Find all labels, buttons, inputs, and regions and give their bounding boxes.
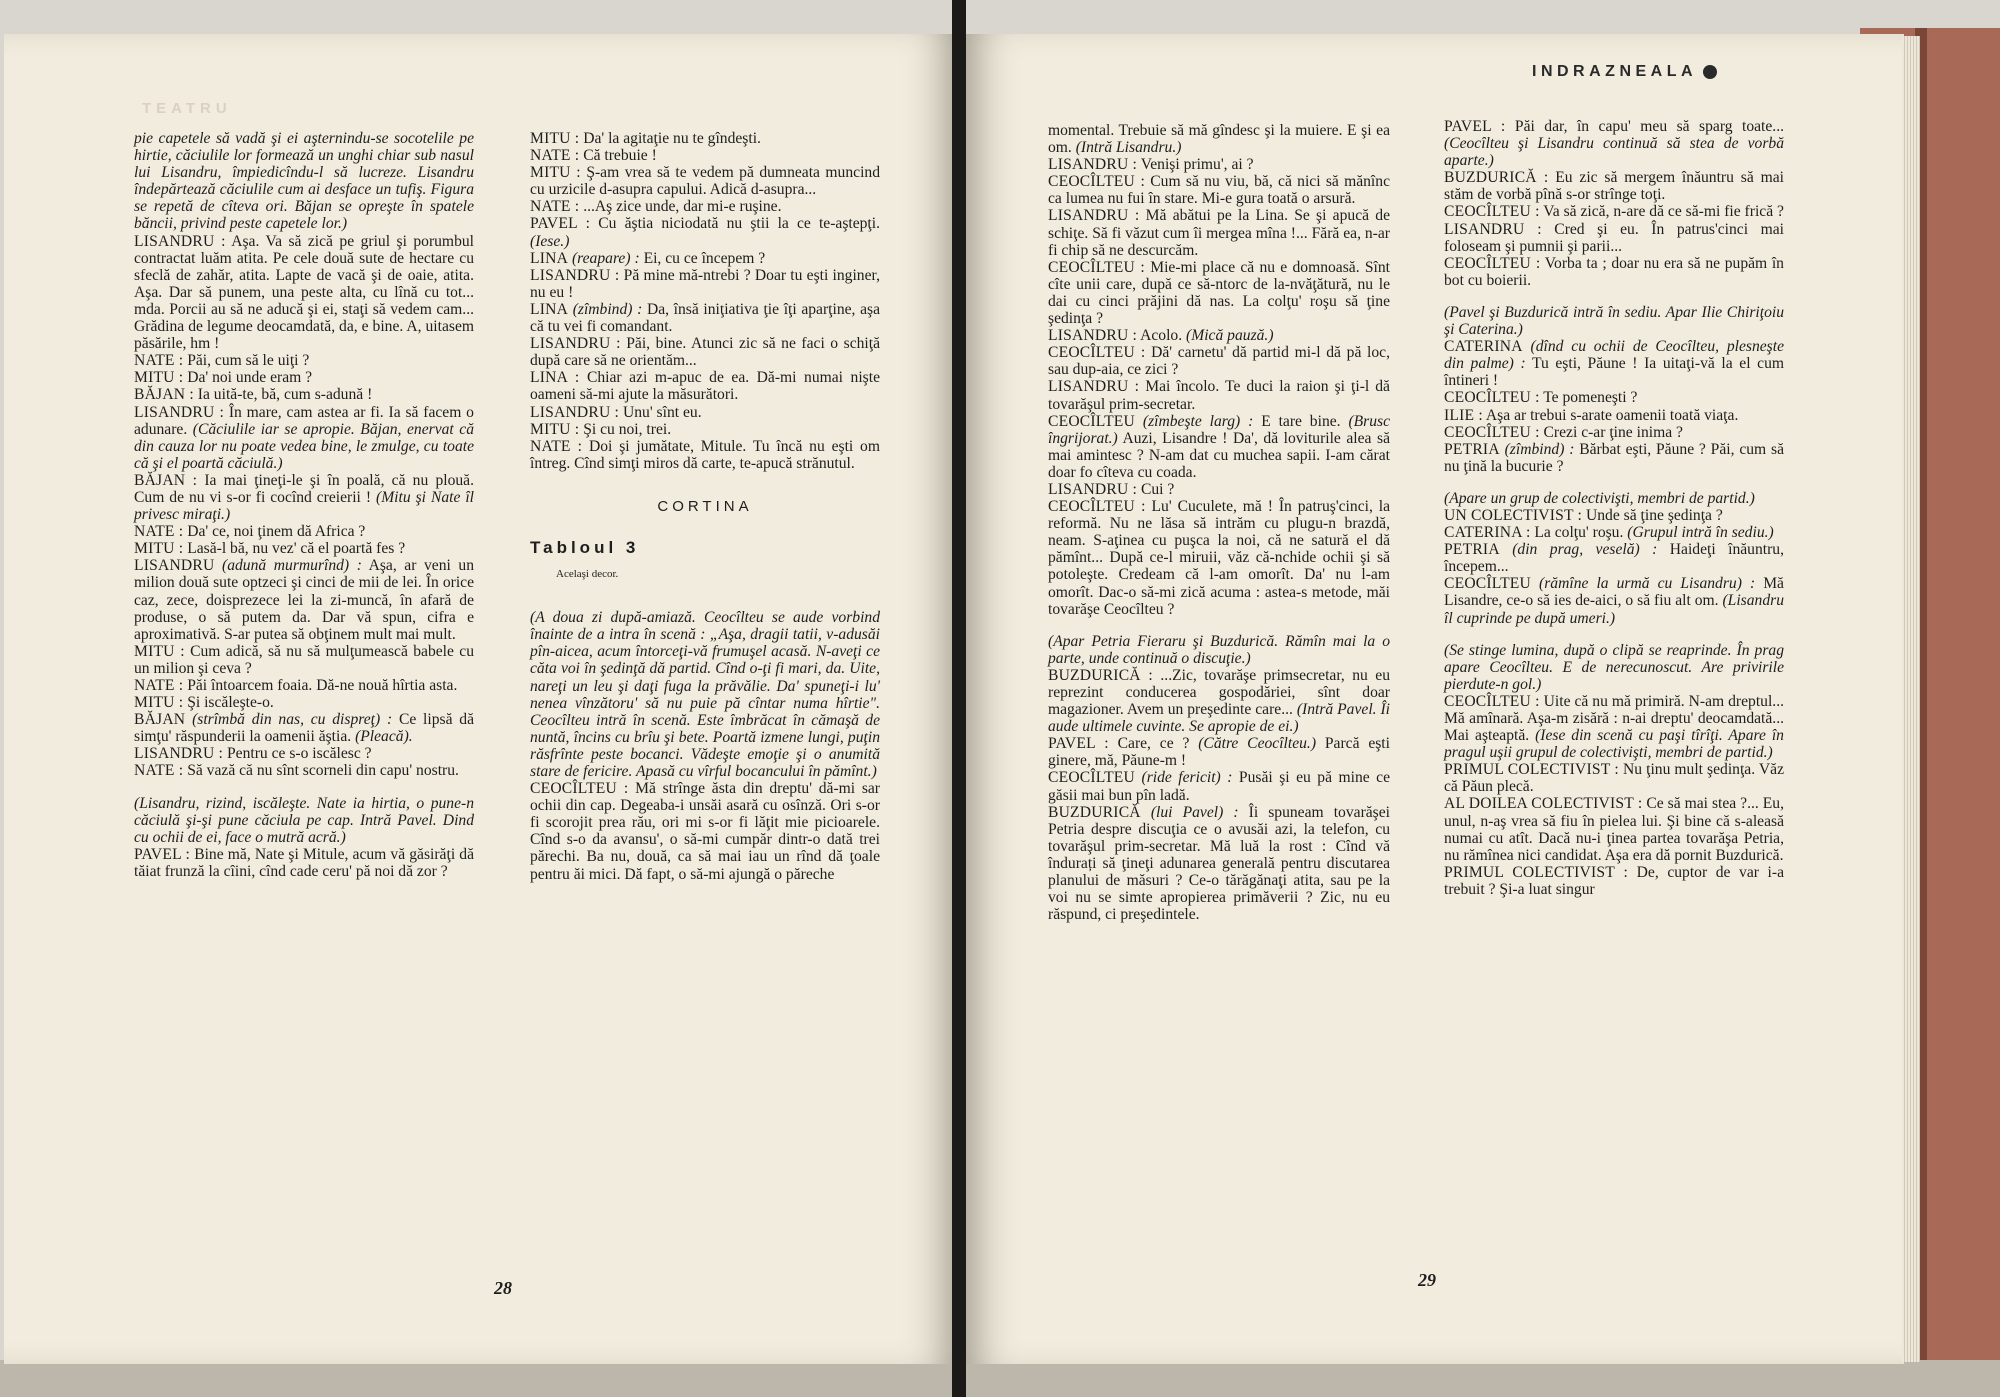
speech-line: [134, 352, 474, 369]
speech-line: [134, 711, 474, 745]
speech-line: [1444, 441, 1784, 475]
stage-direction-inline: (din prag, veselă) :: [1512, 541, 1658, 559]
speaker-name: LINA: [530, 300, 569, 318]
stage-direction-inline: (Mică pauză.): [1186, 327, 1274, 345]
dialogue-text: Vorba ta ; doar nu era să ne pupăm în bot cu boierii.: [1444, 254, 1784, 289]
stage-direction-inline: (Pleacă).: [355, 728, 413, 746]
stage-direction-inline: (Iese din scenă cu paşi tîrîţi. Apare în pragul uşii grupul de colectivişti, membri de partid.): [1444, 727, 1784, 762]
speech-line: [134, 846, 474, 880]
speech-line: [1048, 804, 1390, 924]
left-column-2-bottom: [530, 609, 880, 883]
stage-direction: [134, 795, 474, 846]
dialogue-text: Mai încolo. Te duci la raion şi ţi-l dă tovarăşul prim-secretar.: [1048, 378, 1390, 413]
speech-line: [134, 745, 474, 762]
stage-direction-inline: (Lisandru, rizind, iscăleşte. Nate ia hirtia, o pune-n căciulă şi-şi pune căciula pe cap. Intră Pavel. Dind cu ochii de ei, face o mutră acră.): [134, 794, 474, 846]
dialogue-text: Mă Lisandre, ce-o să ies de-aici, o să fiu alt om.: [1444, 575, 1784, 610]
dialogue-text: Uite că nu mă primiră. N-am dreptul... Mă amînară. Aşa-m zisără : n-ai dreptu' deocamdată... Mai aşteaptă.: [1444, 692, 1784, 745]
dialogue-text: Păi întoarcem foaia. Dă-ne nouă hîrtia asta.: [187, 677, 458, 694]
dialogue-text: Mie-mi place că nu e domnoasă. Sînt cîte unii care, după ce să-ntorc de la-nvăţătură, nu le dai cu cinci prăjini dă nas. La colţu' roşu să ţine şedinţa ?: [1048, 258, 1390, 328]
dialogue-text: Că trebuie !: [583, 147, 657, 165]
speaker-name: PAVEL :: [134, 845, 191, 863]
dialogue-text: Crezi c-ar ţine inima ?: [1543, 423, 1683, 441]
speech-line: [134, 523, 474, 540]
left-page: [4, 34, 954, 1364]
speaker-name: CATERINA :: [1444, 524, 1531, 542]
dialogue-text: Îi spuneam tovarăşei Petria despre discuţia ce o avusăi azi, la telefon, cu tovarăşul prim-secretar. Mă luă la rost : Cînd vă îndurați să ţineţi adunarea generală pentru discutarea planului de măsuri ? Ce-o tărăgănaţi atita, sau pe la voi nu se simte apropierea primăverii ? Zic, nu eu răspund, ci preşedintele.: [1048, 803, 1391, 924]
dialogue-text: Aşa, ar veni un milion două sute optzeci şi cinci de mii de lei. În orice caz, zece, doisprezece lei la zi-muncă, în afară de produse, o să putem da. Dar vă spun, cifra e aproximativă. S-ar putea să obţinem mult mai mult.: [134, 557, 474, 643]
dialogue-text: Auzi, Lisandre ! Da', dă loviturile alea să mai amintesc ? N-am dat cu muchea sapii. I-am cărat doar fo cîteva cu coada.: [1048, 429, 1391, 481]
dialogue-text: Acolo.: [1140, 327, 1183, 345]
page-number-right: 29: [1418, 1270, 1436, 1290]
speaker-name: LISANDRU :: [1048, 327, 1138, 345]
speaker-name: CEOCÎLTEU :: [1444, 692, 1540, 710]
dialogue-text: Lu' Cuculete, mă ! În patruş'cinci, la reformă. Nu ne lăsa să intrăm cu plugu-n brazdă, neam. S-aţinea cu puşca la noi, că ne satură el dă pămînt... După ce-l miruii, văz că-nchide ochii şi să potoleşte. Credeam că l-am omorît. Da' nu l-am omorît. Dac-o să-mi zică acuma : astea-s metode, măi tovarăşe Ceocîlteu ?: [1048, 498, 1390, 618]
speech-line: [1048, 259, 1390, 327]
speaker-name: LISANDRU :: [134, 232, 226, 250]
dialogue-text: Bine mă, Nate şi Mitule, acum vă găsirăţi dă tăiat frunză la cîini, cînd cade ceru' pă noi dă zor ?: [134, 845, 474, 880]
dialogue-text: Păi, cum să le uiţi ?: [187, 352, 310, 370]
speaker-name: LINA: [530, 249, 569, 267]
dialogue-text: Parcă eşti ginere, mă, Păune-m !: [1048, 735, 1390, 770]
speech-line: [1444, 424, 1784, 441]
right-page: [964, 34, 1904, 1364]
stage-direction-inline: (Intră Pavel. Îi aude ultimele cuvinte. Se apropie de ei.): [1048, 701, 1390, 736]
speaker-name: BĂJAN: [134, 711, 186, 729]
dialogue-text: Dă' carnetu' dă partid mi-l dă pă loc, sau dup-aia, ce zici ?: [1048, 344, 1390, 379]
dialogue-text: Ei, cu ce începem ?: [643, 249, 766, 267]
speech-line: [1048, 667, 1390, 735]
dialogue-text: Eu zic să mergem înăuntru să mai stăm de vorbă pînă s-or strînge toţi.: [1444, 169, 1784, 204]
dialogue-text: De, cuptor de var i-a trebuit ? Şi-a luat singur: [1444, 863, 1785, 898]
dialogue-text: Ia uită-te, bă, cum s-adună !: [197, 386, 373, 404]
speech-line: [530, 147, 880, 164]
speech-line: [1048, 207, 1390, 258]
stage-direction-inline: (A doua zi după-amiază. Ceocîlteu se aude vorbind înainte de a intra în scenă : „Aşa, dragii tatii, v-adusăi pîn-aicea, acum întorceţi-vă frumuşel acasă. N-aveţi ce căta voi în şedinţă dă partid. Cînd o-ţi fi mari, da. Uite, nareţi un leu şi daţi fuga la prăvălie. Da' spuneţi-i lu' nenea vînzătoru' să nu puie pă cîntar numa hîrtie". Ceocîlteu intră în scenă. Este îmbrăcat în cămaşă de nuntă, încins cu brîu şi bete. Poartă izmene lungi, puţin răsfrînte peste bocanci. Vădeşte emoţie şi o anumită stare de fericire. Apasă cu vîrful bocancului în pămînt.): [530, 609, 880, 780]
speaker-name: CEOCÎLTEU :: [1444, 254, 1541, 272]
dialogue-text: Haideţi înăuntru, începem...: [1444, 541, 1784, 576]
speaker-name: MITU :: [134, 369, 184, 387]
tableau-heading: Tabloul 3: [530, 537, 640, 557]
dialogue-text: Tu eşti, Păune ! Ia uitaţi-vă la el cum întineri !: [1444, 355, 1784, 390]
stage-direction-inline: (Căciulile iar se apropie. Băjan, enervat că din cauza lor nu poate vedea bine, le zmulge, cu toate că şi el poartă căciulă.): [134, 420, 475, 472]
dialogue-text: Păi dar, în capu' meu să sparg toate...: [1514, 118, 1784, 135]
speech-line: [530, 421, 880, 438]
dialogue-text: Bărbat eşti, Păune ? Păi, cum să nu ţină la bucurie ?: [1444, 440, 1784, 475]
speaker-name: PETRIA: [1444, 440, 1500, 458]
speech-line: [134, 540, 474, 557]
dialogue-text: Da, însă iniţiativa ţie îţi aparţine, aşa că tu vei fi comandant.: [530, 300, 880, 336]
book-gutter: [952, 0, 966, 1397]
speech-line: [1444, 255, 1784, 289]
speaker-name: PAVEL :: [530, 215, 591, 233]
speech-line: [134, 643, 474, 677]
stage-direction: [1444, 642, 1784, 693]
speaker-name: LISANDRU :: [530, 266, 620, 284]
speech-line: [1444, 541, 1784, 575]
speaker-name: CATERINA: [1444, 338, 1523, 356]
speech-line: [134, 557, 474, 642]
left-column-2-top: [530, 130, 880, 472]
left-column-1: [134, 130, 474, 880]
dialogue-text: Unu' sînt eu.: [622, 403, 702, 421]
stage-direction-inline: (Apare un grup de colectivişti, membri de partid.): [1444, 489, 1755, 507]
stage-direction-inline: (Iese.): [530, 232, 570, 250]
bullet-icon: [1703, 65, 1717, 79]
left-column-2: [530, 130, 880, 883]
dialogue-text: Cum să nu viu, bă, că nici să mănînc ca lumea nu fui în stare. Mi-e gura toată o arsură.: [1048, 173, 1390, 208]
dialogue-text: Pă mine mă-ntrebi ? Doar tu eşti inginer, nu eu !: [530, 266, 880, 301]
speaker-name: LISANDRU :: [1048, 480, 1138, 498]
speaker-name: LISANDRU :: [134, 403, 224, 421]
speech-line: [1444, 389, 1784, 406]
speaker-name: BUZDURICĂ :: [1444, 169, 1549, 187]
dialogue-text: Aşa. Va să zică pe griul şi porumbul contractat luăm atita. Pe cele două sute de hectare cu sfeclă de zahăr, atita. Lapte de vacă şi de oaie, atita. Aşa. Dar să punem, una peste alta, cu lînă cu tot... mda. Porcii au să ne aducă şi ei, staţi să vedem cam... Grădina de legume deocamdată, da, e bine. A, uitasem păsările, hm !: [134, 232, 474, 353]
speaker-name: CEOCÎLTEU :: [1048, 173, 1145, 191]
dialogue-text: Pentru ce s-o iscălesc ?: [226, 745, 372, 763]
page-number-left: 28: [494, 1278, 512, 1298]
speaker-name: CEOCÎLTEU :: [1048, 258, 1145, 276]
speech-line: [1444, 864, 1784, 898]
speaker-name: NATE :: [134, 677, 184, 694]
speaker-name: CEOCÎLTEU :: [1444, 389, 1540, 407]
dialogue-text: Cu ăştia niciodată nu ştii la ce te-aştepţi.: [598, 215, 880, 233]
speaker-name: MITU :: [134, 540, 184, 558]
speech-line: [530, 780, 880, 883]
speaker-name: LISANDRU :: [1048, 207, 1140, 225]
speech-line: [530, 198, 880, 215]
dialogue-text: Care, ce ?: [1117, 735, 1190, 753]
dialogue-text: Nu ţinu mult şedinţa. Văz că Păun plecă.: [1444, 761, 1784, 796]
speaker-name: LISANDRU :: [1048, 378, 1140, 396]
dialogue-text: Doi şi jumătate, Mitule. Tu încă nu eşti om întreg. Cînd simţi miros dă carte, te-apucă strănutul.: [530, 437, 880, 472]
speaker-name: ILIE :: [1444, 406, 1483, 424]
speech-line: [1048, 413, 1390, 481]
dialogue-text: Mă strînge ăsta din dreptu' dă-mi sar ochii din cap. Degeaba-i unsăi asară cu osînză. Ori s-or fi scorojit prea rău, ori mi s-or fi lăţit mie picioarele. Cînd s-o da avansu', o să-mi cumpăr dintr-o dată trei părechi. Ba nu, două, ca să mai iau un rînd dă ţoale pentru ăi mici. Dă fapt, o să-mi ajungă o păreche: [530, 780, 880, 883]
speaker-name: BUZDURICĂ: [1048, 803, 1141, 821]
speaker-name: UN COLECTIVIST :: [1444, 506, 1583, 524]
stage-direction-inline: (adună murmurînd) :: [222, 557, 362, 575]
speech-line: [1444, 693, 1784, 761]
speaker-name: MITU :: [530, 130, 580, 147]
speech-line: [1048, 327, 1390, 344]
stage-direction-inline: (Lisandru îl cuprinde pe după umeri.): [1444, 592, 1784, 627]
speaker-name: PAVEL :: [1444, 118, 1506, 135]
stage-direction-inline: (Mitu şi Nate îl privesc miraţi.): [134, 488, 475, 524]
stage-direction: [1444, 490, 1784, 507]
speech-line: [530, 438, 880, 472]
dialogue-text: Da' ce, noi ţinem dă Africa ?: [187, 523, 366, 541]
stage-direction-inline: (rămîne la urmă cu Lisandru) :: [1539, 575, 1756, 593]
dialogue-text: Aşa ar trebui s-arate oamenii toată viaţa.: [1485, 406, 1739, 424]
speaker-name: NATE :: [134, 352, 184, 370]
stage-direction-inline: pie capetele să vadă şi ei aşternindu-se socotelile pe hirtie, căciulile lor formează un unghi chiar sub nasul lui Lisandru, împiedicîndu-l să lucreze. Lisandru îndepărtează căciulile cum ai desface un tufiş. Figura se repetă de cîteva ori. Băjan se opreşte în spatele băncii, privind peste capetele lor.): [134, 130, 474, 233]
stage-direction-inline: (Apar Petria Fieraru şi Buzdurică. Rămîn mai la o parte, unde continuă o discuţie.): [1048, 632, 1390, 667]
speech-line: [1444, 507, 1784, 524]
speaker-name: CEOCÎLTEU :: [530, 780, 629, 798]
stage-direction-inline: (Pavel şi Buzdurică intră în sediu. Apar Ilie Chiriţoiu şi Caterina.): [1444, 303, 1784, 339]
dialogue-text: Venişi primu', ai ?: [1140, 156, 1254, 174]
speaker-name: MITU :: [134, 694, 184, 712]
speaker-name: PAVEL :: [1048, 735, 1109, 753]
speech-line: [530, 335, 880, 369]
speaker-name: LISANDRU :: [530, 335, 621, 353]
decor-note: Acelaşi decor.: [556, 568, 619, 581]
speaker-name: CEOCÎLTEU :: [1444, 423, 1540, 441]
stage-direction-inline: (lui Pavel) :: [1150, 803, 1239, 821]
speaker-name: BĂJAN :: [134, 471, 198, 489]
page-edges: [1902, 36, 1920, 1362]
dialogue-text: Cum adică, să nu să mulţumească babele cu un milion şi ceva ?: [134, 642, 474, 677]
stage-direction: [1048, 122, 1390, 156]
dialogue-text: ...Zic, tovarăşe primsecretar, nu eu reprezint conducerea gospodăriei, sînt doar magazioner. Avem un preşedinte care...: [1048, 666, 1390, 719]
speaker-name: CEOCÎLTEU :: [1048, 498, 1146, 516]
stage-direction-inline: (reapare) :: [571, 249, 640, 267]
speaker-name: CEOCÎLTEU :: [1048, 344, 1146, 362]
speech-line: [530, 369, 880, 403]
speech-line: [134, 233, 474, 353]
speaker-name: MITU :: [530, 420, 580, 438]
stage-direction: [530, 609, 880, 780]
speech-line: [1444, 575, 1784, 626]
speech-line: [1048, 156, 1390, 173]
speech-line: [1444, 407, 1784, 424]
speaker-name: BUZDURICĂ :: [1048, 666, 1153, 684]
speech-line: [530, 250, 880, 267]
speech-line: [134, 386, 474, 403]
dialogue-text: Chiar azi m-apuc de ea. Dă-mi numai nişte oameni să-mi ajute la măsurători.: [530, 369, 880, 404]
running-header: [1532, 63, 1717, 81]
speech-line: [134, 694, 474, 711]
speech-line: [1444, 338, 1784, 389]
speech-line: [1048, 173, 1390, 207]
speech-line: [530, 164, 880, 198]
dialogue-text: Şi iscăleşte-o.: [187, 694, 274, 712]
speech-line: [1444, 118, 1784, 169]
stage-direction-inline: (ride fericit) :: [1141, 769, 1233, 787]
speaker-name: CEOCÎLTEU: [1444, 575, 1531, 593]
stage-direction-inline: (Grupul intră în sediu.): [1627, 524, 1774, 542]
speech-line: [134, 472, 474, 523]
book-bottom-edge: [0, 1360, 2000, 1397]
dialogue-text: E tare bine.: [1261, 412, 1341, 430]
speaker-name: MITU :: [530, 164, 581, 182]
running-header-text: INDRAZNEALA: [1532, 63, 1698, 80]
speaker-name: LISANDRU :: [1444, 220, 1542, 238]
dialogue-text: Te pomeneşti ?: [1543, 389, 1638, 407]
speech-line: [1444, 795, 1784, 863]
stage-direction-inline: (Se stinge lumina, după o clipă se reaprinde. În prag apare Ceocîlteu. E de nerecunoscut. Are privirile pierdute-n gol.): [1444, 641, 1784, 693]
dialogue-text: Lasă-l bă, nu vez' că el poartă fes ?: [187, 540, 406, 558]
stage-direction-inline: (dînd cu ochii de Ceocîlteu, plesneşte din palme) :: [1444, 338, 1784, 373]
speech-line: [1048, 344, 1390, 378]
dialogue-text: Şi cu noi, trei.: [583, 420, 672, 438]
speech-line: [530, 267, 880, 301]
speaker-name: LISANDRU :: [134, 745, 224, 763]
dialogue-text: La colţu' roşu.: [1534, 524, 1624, 542]
speaker-name: BĂJAN :: [134, 386, 194, 404]
dialogue-text: Da' la agitaţie nu te gîndeşti.: [583, 130, 761, 147]
dialogue-text: Pusăi şi eu pă mine ce găsii mai bun pîn ladă.: [1048, 769, 1390, 804]
stage-direction-inline: (Ceocîlteu şi Lisandru continuă să stea de vorbă aparte.): [1444, 135, 1784, 170]
dialogue-text: Da' noi unde eram ?: [187, 369, 313, 387]
bleed-through-text: TEATRU: [142, 100, 232, 117]
speech-line: [530, 301, 880, 335]
curtain-heading: CORTINA: [657, 497, 753, 515]
speaker-name: NATE :: [530, 437, 583, 455]
speech-line: [1444, 761, 1784, 795]
speech-line: [1048, 735, 1390, 769]
speech-line: [1048, 498, 1390, 618]
dialogue-text: Va să zică, n-are dă ce să-mi fie frică ?: [1543, 203, 1784, 221]
stage-direction: [1048, 633, 1390, 667]
stage-direction-inline: (zîmbind) :: [1504, 440, 1575, 458]
speech-line: [1444, 169, 1784, 203]
speech-line: [1048, 769, 1390, 803]
speaker-name: MITU :: [134, 642, 185, 660]
stage-direction-inline: (Către Ceocîlteu.): [1198, 735, 1317, 753]
speaker-name: AL DOILEA COLECTIVIST :: [1444, 795, 1643, 813]
dialogue-text: Păi, bine. Atunci zic să ne faci o schiţă după care să ne orientăm...: [530, 335, 880, 370]
dialogue-text: Ce lipsă dă simţu' răspunderii la oamenii ăştia.: [134, 711, 475, 746]
dialogue-text: Unde să ţine şedinţa ?: [1585, 506, 1723, 524]
speaker-name: LISANDRU :: [1048, 156, 1138, 174]
speaker-name: NATE :: [530, 147, 580, 165]
right-column-2: [1444, 118, 1784, 898]
speech-line: [530, 130, 880, 147]
speech-line: [134, 369, 474, 386]
stage-direction: [1444, 304, 1784, 338]
dialogue-text: Să vază că nu sînt scorneli din capu' nostru.: [187, 762, 459, 780]
speaker-name: LISANDRU :: [530, 403, 620, 421]
speaker-name: PETRIA: [1444, 541, 1500, 559]
right-column-1: [1048, 122, 1390, 923]
speech-line: [1048, 481, 1390, 498]
speech-line: [134, 762, 474, 779]
speaker-name: CEOCÎLTEU: [1048, 769, 1135, 787]
speaker-name: CEOCÎLTEU: [1048, 412, 1135, 430]
speaker-name: NATE :: [134, 762, 184, 780]
speech-line: [1444, 524, 1784, 541]
speaker-name: LINA :: [530, 369, 580, 387]
speaker-name: CEOCÎLTEU :: [1444, 203, 1540, 221]
dialogue-text: În mare, cam astea ar fi. Ia să facem o adunare.: [134, 403, 474, 438]
speech-line: [134, 677, 474, 694]
dialogue-text: Mă abătui pe la Lina. Se şi apucă de schiţe. Să fi văzut cum îi mergea mîna !... Fără ea, n-ar fi chip să ne descurcăm.: [1048, 207, 1391, 259]
speech-line: [134, 404, 474, 472]
dialogue-text: momental. Trebuie să mă gîndesc şi la muiere. E şi ea om.: [1048, 122, 1390, 157]
speech-line: [1444, 203, 1784, 220]
dialogue-text: Ia mai ţineţi-le şi în poală, că nu plouă. Cum de nu vi s-or fi cocînd creierii !: [134, 471, 474, 506]
stage-direction: [134, 130, 474, 233]
stage-direction-inline: (strîmbă din nas, cu dispreţ) :: [192, 711, 393, 729]
speech-line: [530, 404, 880, 421]
dialogue-text: ...Aş zice unde, dar mi-e ruşine.: [583, 198, 782, 216]
speech-line: [1048, 378, 1390, 412]
stage-direction-inline: (Brusc îngrijorat.): [1048, 412, 1391, 447]
stage-direction-inline: (zîmbind) :: [572, 300, 643, 318]
dialogue-text: Ce să mai stea ?... Eu, unul, n-aş vrea să fiu în pielea lui. Şi bine că s-aleasă numai cu atît. Dacă nu-i ţinea partea tovarăşa Petria, nu rămînea nici candidat. Aşa era dă pornit Buzdurică.: [1444, 795, 1784, 864]
dialogue-text: Cred şi eu. În patrus'cinci mai foloseam şi pumnii şi parii...: [1444, 220, 1784, 255]
speech-line: [1444, 221, 1784, 255]
stage-direction-inline: (Intră Lisandru.): [1075, 139, 1182, 157]
speaker-name: PRIMUL COLECTIVIST :: [1444, 761, 1619, 779]
speaker-name: PRIMUL COLECTIVIST :: [1444, 863, 1629, 881]
speaker-name: NATE :: [530, 198, 580, 216]
speaker-name: NATE :: [134, 523, 184, 541]
dialogue-text: Ş-am vrea să te vedem pă dumneata muncind cu urzicile d-asupra capului. Adică d-asupra...: [530, 164, 880, 199]
dialogue-text: Cui ?: [1140, 480, 1175, 498]
speech-line: [530, 215, 880, 249]
stage-direction-inline: (zîmbeşte larg) :: [1142, 412, 1254, 430]
speaker-name: LISANDRU: [134, 557, 215, 575]
